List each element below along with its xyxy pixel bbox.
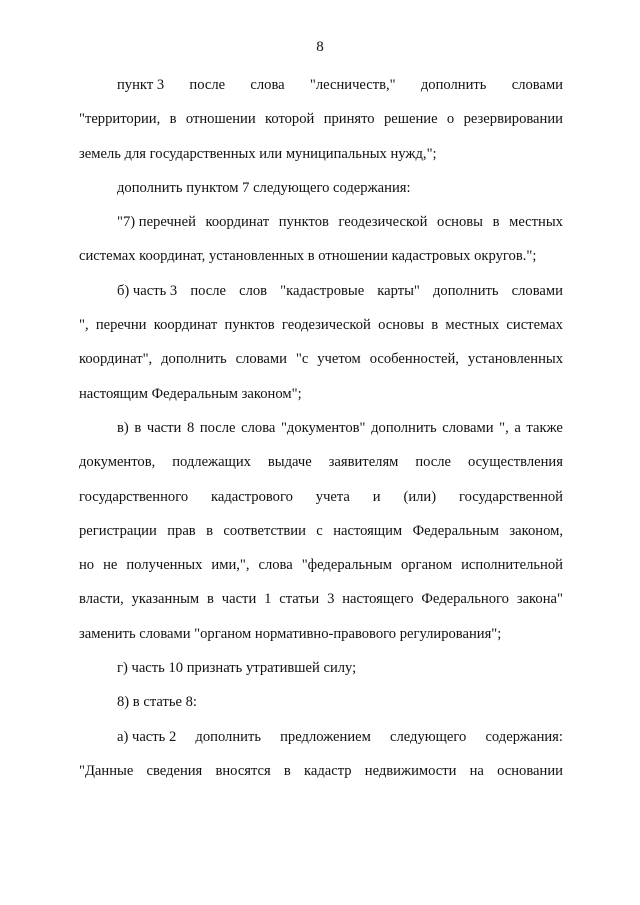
text-word: в [431,317,439,334]
text-line [79,418,563,452]
text-word: о [446,111,455,128]
text-word: после [199,419,236,436]
text-word: настоящего [342,591,414,608]
text-word: предложением [280,728,371,745]
text-word: вносятся [215,762,271,779]
text-word: "территории, [79,111,161,128]
text-word: после [190,282,227,299]
text-word: указанным [131,591,200,608]
text-word: осуществления [467,454,563,471]
text-word: в [283,762,291,779]
text-word: словами [442,419,494,436]
text-word: но [79,557,95,574]
text-word: системах координат, установленных в отношении кадастровых округов."; [79,248,537,265]
text-word: основании [497,762,563,779]
text-word: в [492,214,500,231]
text-word: "документов" [280,419,366,436]
text-line [79,761,563,795]
text-line [79,212,563,246]
text-line [79,349,563,383]
text-word: пунктов [224,317,275,334]
text-word: сведения [146,762,203,779]
text-word: настоящим [333,522,403,539]
text-line [79,521,563,555]
text-line [79,589,563,623]
text-word: Федерального [421,591,509,608]
text-word: принято [323,111,375,128]
text-word: отношении [185,111,256,128]
text-line [79,315,563,349]
text-word: (или) [403,488,437,505]
text-word: после [189,77,226,93]
text-line [79,692,563,726]
text-word: соответствии [223,522,306,539]
text-line [79,384,563,418]
text-line [79,109,563,143]
text-line [79,658,563,692]
text-word: "с [295,351,309,368]
text-word: основы [437,214,483,231]
text-word: следующего [390,728,467,745]
text-word: которой [264,111,315,128]
text-word: координат [205,214,270,231]
text-word: дополнить [420,77,487,93]
text-word: резервировании [463,111,563,128]
text-word: дополнить [432,282,499,299]
text-word: на [469,762,484,779]
text-word: настоящим Федеральным законом"; [79,385,302,402]
text-word: также [526,419,563,436]
text-word: геодезической [338,214,428,231]
text-word: местных [509,214,563,231]
text-word: государственного [79,488,189,505]
text-word: учетом [317,351,361,368]
text-word: особенностей, [369,351,459,368]
text-word: с [316,522,323,539]
text-word: "федеральным [301,557,393,574]
text-word: карты" [377,282,420,299]
text-word: заменить словами "органом нормативно-правового регулирования"; [79,625,502,642]
text-word: в [169,111,177,128]
text-line [79,452,563,486]
text-word: "Данные [79,762,134,779]
text-word: исполнительной [461,557,563,574]
text-word: дополнить [371,419,437,436]
text-line [79,555,563,589]
text-word: слова [250,77,285,93]
text-word: б) часть 3 [117,282,178,299]
text-word: не [103,557,118,574]
text-word: геодезической [281,317,371,334]
text-word: перечни [95,317,147,334]
text-word: установленных [467,351,563,368]
text-word: учета [315,488,350,505]
text-line [79,281,563,315]
text-word: закона" [516,591,563,608]
text-word: в [134,419,142,436]
text-word: недвижимости [364,762,457,779]
text-word: части [146,419,182,436]
text-word: слов [239,282,268,299]
text-line [79,487,563,521]
text-word: "лесничеств," [309,77,396,93]
text-word: после [415,454,452,471]
text-word: пункт 3 [117,77,165,93]
text-word: слова [258,557,293,574]
text-word: 8) в статье 8: [117,694,197,711]
text-line [79,246,563,280]
text-word: слова [241,419,276,436]
text-word: в [207,591,214,608]
text-word: земель для государственных или муниципальных нужд,"; [79,145,437,162]
text-word: решение [383,111,438,128]
page-number: 8 [316,39,324,55]
text-word: 3 [327,591,335,608]
text-word: Федеральным [412,522,499,539]
text-word: содержания: [485,728,563,745]
text-word: а) часть 2 [117,728,177,745]
text-line [79,144,563,178]
text-line [79,75,563,109]
text-word: власти, [79,591,124,608]
text-word: прав [167,522,196,539]
text-word: пунктов [278,214,329,231]
text-word: основы [378,317,425,334]
text-word: выдаче [267,454,312,471]
text-word: кадастрового [211,488,293,505]
text-word: системах [506,317,563,334]
text-word: в [206,522,214,539]
text-word: координат [153,317,218,334]
text-word: регистрации [79,522,157,539]
text-word: органом [401,557,453,574]
text-word: а [514,419,521,436]
text-word: словами [511,282,563,299]
text-word: "7) перечней [117,214,196,231]
text-word: г) часть 10 признать утратившей силу; [117,660,357,677]
text-word: 8 [186,419,195,436]
text-word: ими,", [211,557,250,574]
text-word: дополнить [161,351,227,368]
text-word: кадастр [304,762,352,779]
text-word: 1 [264,591,272,608]
text-line [79,624,563,658]
text-word: законом, [509,522,563,539]
document-body [79,75,563,795]
text-word: дополнить [195,728,261,745]
text-word: документов, [79,454,156,471]
text-word: и [372,488,381,505]
text-word: словами [235,351,287,368]
text-word: ", [499,419,509,436]
text-word: полученных [126,557,203,574]
text-word: "кадастровые [280,282,365,299]
text-word: дополнить пунктом 7 следующего содержания: [117,179,411,196]
text-word: статьи [279,591,320,608]
text-word: словами [511,77,563,93]
text-line [79,178,563,212]
text-word: государственной [458,488,563,505]
text-line [79,727,563,761]
text-word: местных [445,317,500,334]
text-word: ", [79,317,89,334]
text-word: в) [117,419,129,436]
text-word: заявителям [328,454,399,471]
text-word: части [221,591,257,608]
text-word: подлежащих [172,454,251,471]
text-word: координат", [79,351,153,368]
